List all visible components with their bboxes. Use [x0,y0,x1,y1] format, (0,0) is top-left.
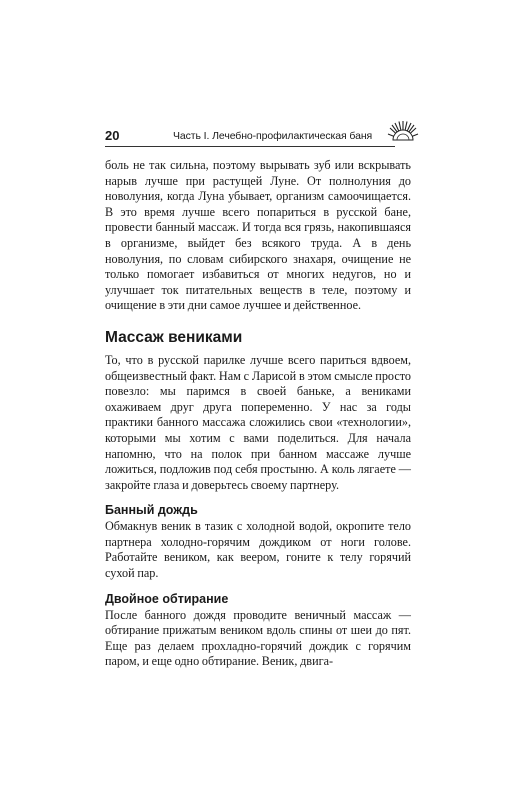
subsection-heading: Двойное обтирание [105,591,229,606]
page-number: 20 [105,128,120,143]
body-paragraph: После банного дождя проводите веничный массаж — обтирание прижатым веником вдоль спины от шеи до пят. Еще раз делаем прохладно-горячий дождик с горячим паром, и еще одно обтирание. Веник, двига- [105,607,411,669]
header-rule [105,146,395,147]
body-paragraph: боль не так сильна, поэтому вырывать зуб или вскрывать нарыв лучше при растущей Луне. От полнолуния до новолуния, когда Луна убывает, организм самоочищается. В это время лучше всего попариться в русской бане, провести банный массаж. И тогда вся грязь, накопившаяся в организме, выйдет без всякого труда. А в день новолуния, по словам сибирского знахаря, очищение не только помогает избавиться от многих недугов, но и улучшает ток питательных веществ в теле, поэтому и очищение в эти дни самое лучшее и действенное. [105,158,411,313]
page-content [105,158,411,670]
body-paragraph: То, что в русской парилке лучше всего париться вдвоем, общеизвестный факт. Нам с Ларисой в этом смысле просто повезло: мы паримся в своей баньке, а вениками охаживаем друг друга попеременно. У нас за годы практики банного массажа сложились свои «технологии», которыми мы хотим с вами поделиться. Для начала напомню, что на полок при банном массаже лучше ложиться, подложив под себя простыню. А коль лягаете — закройте глаза и доверьтесь своему партнеру. [105,352,411,492]
page-header [105,128,415,148]
body-paragraph: Обмакнув веник в тазик с холодной водой, окропите тело партнера холодно-горячим дождиком от ноги голове. Работайте веником, как веером, гоните к телу горячий сухой пар. [105,519,411,581]
section-heading: Массаж вениками [105,328,243,346]
running-head: Часть I. Лечебно-профилактическая баня [173,130,373,142]
sunburst-ornament-icon [387,118,419,144]
subsection-heading: Банный дождь [105,503,198,518]
